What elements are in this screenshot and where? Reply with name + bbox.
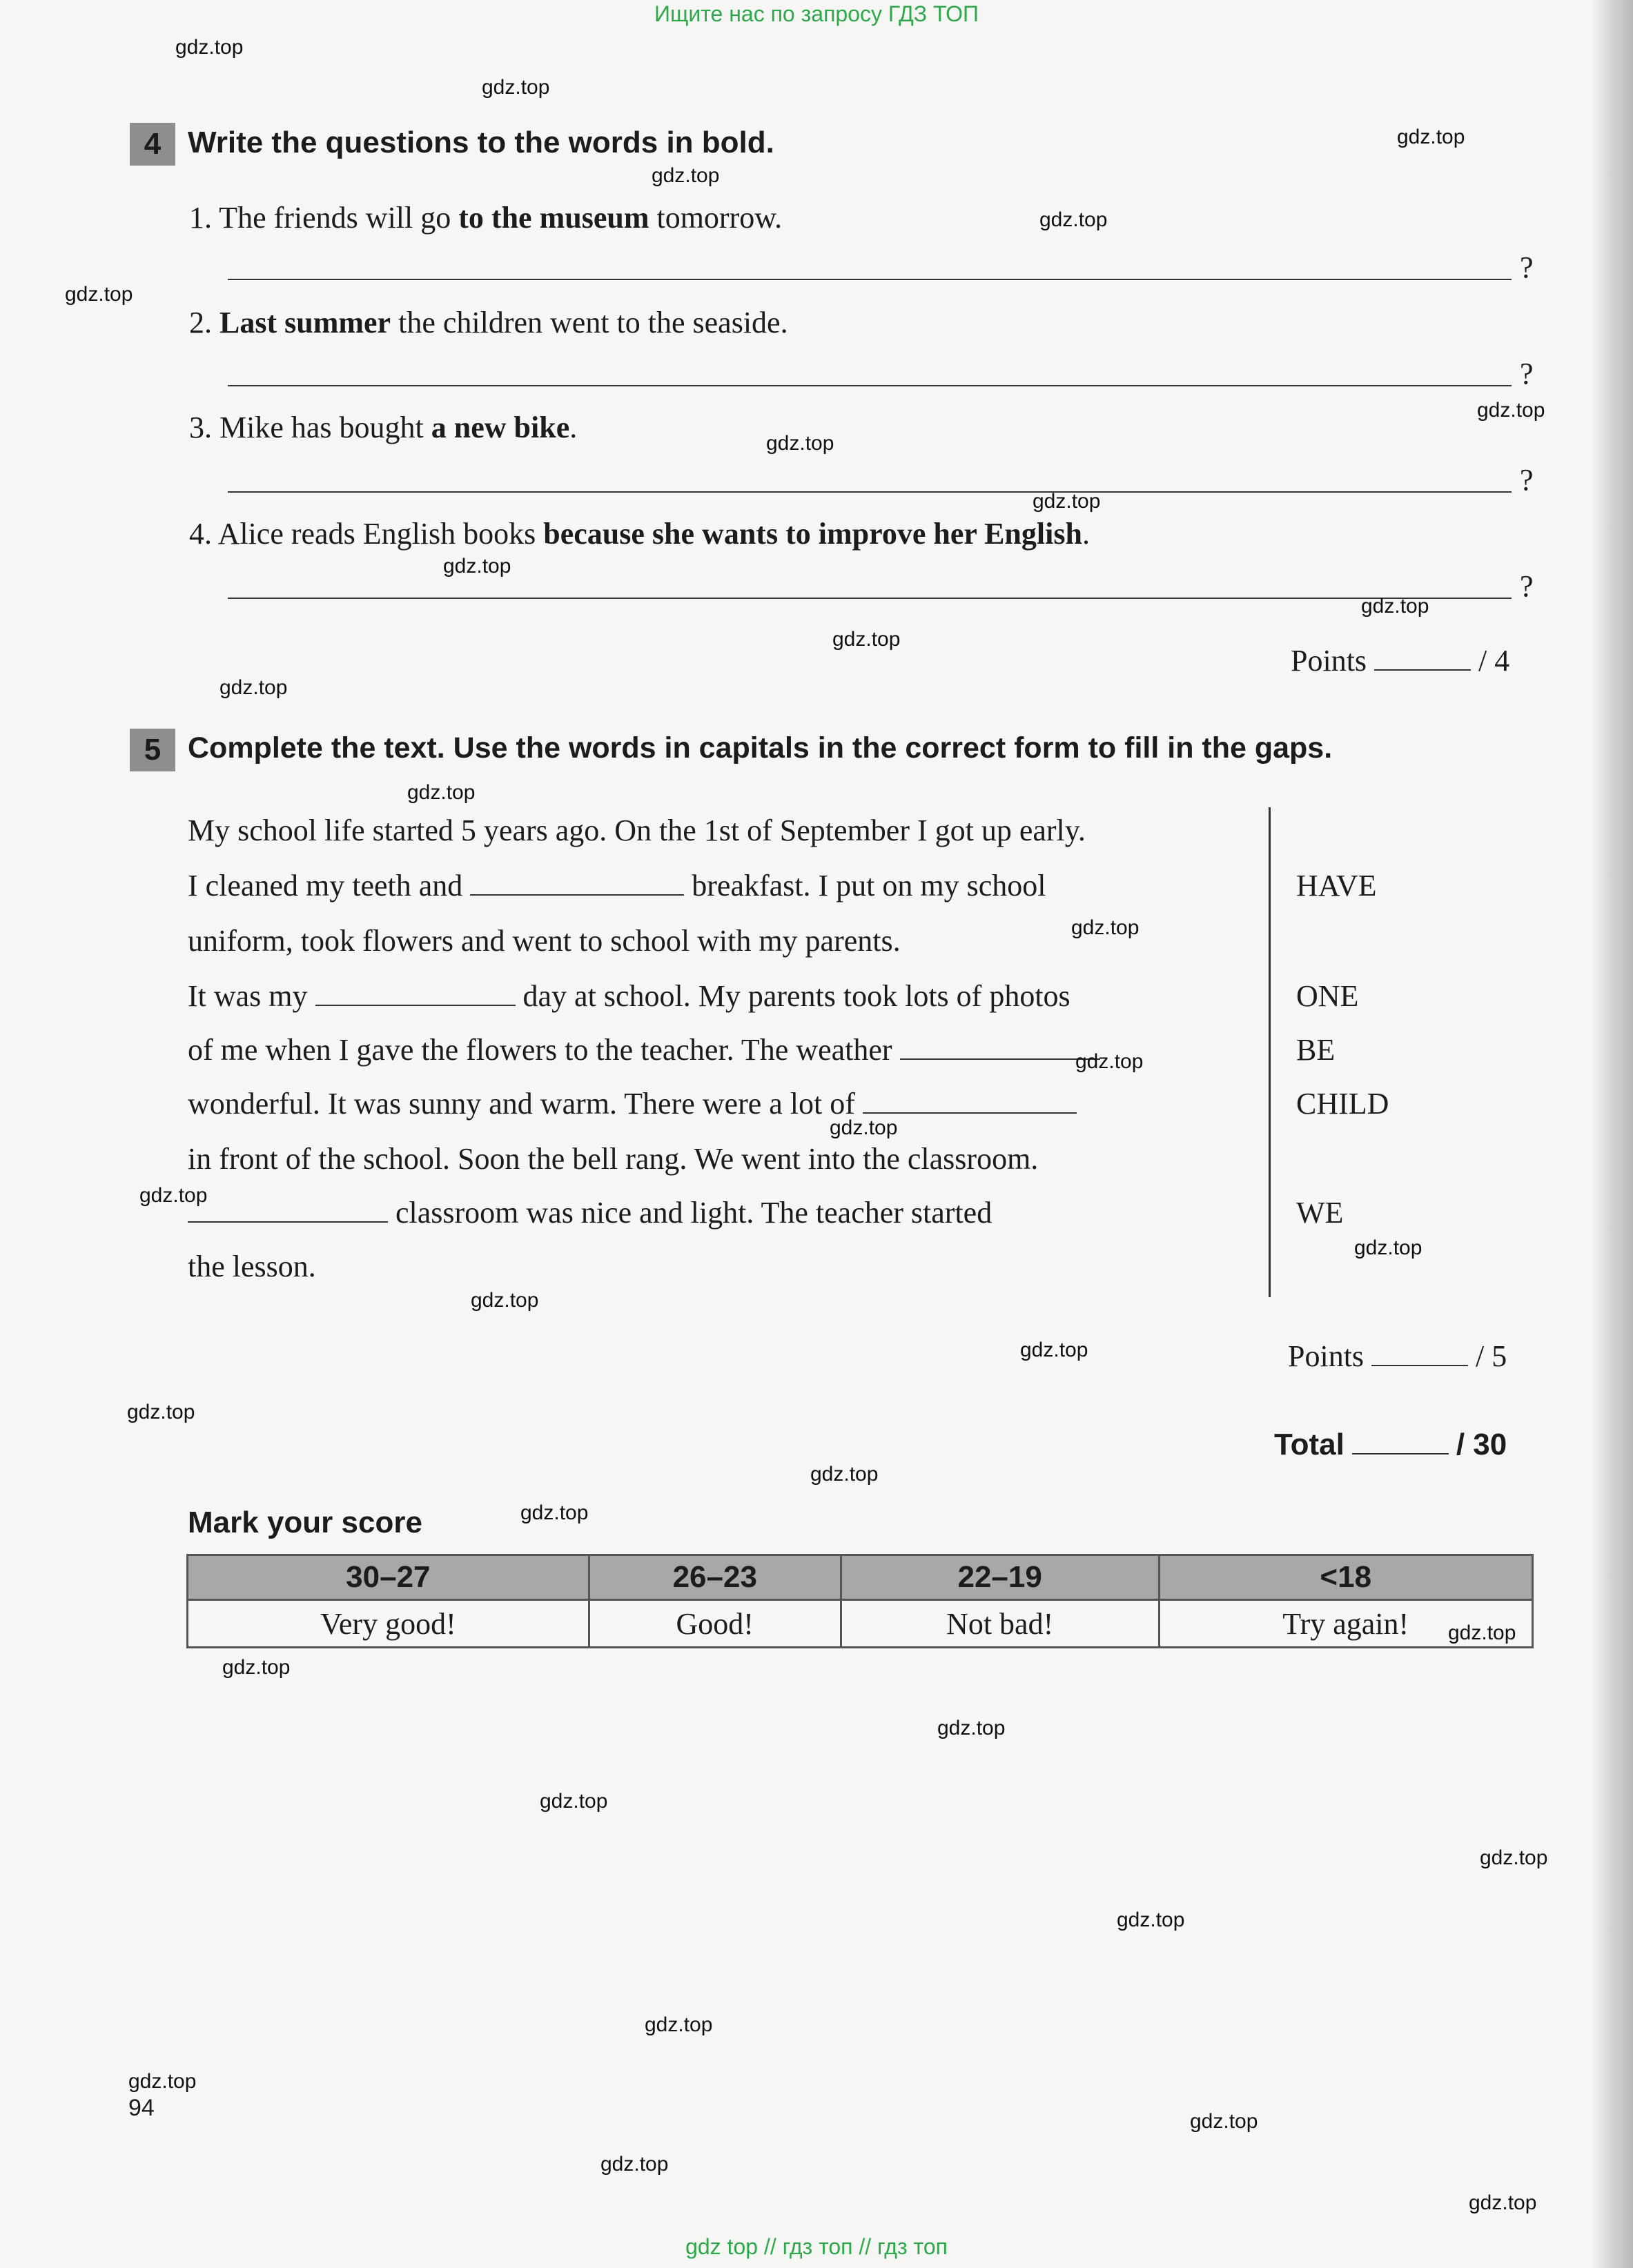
watermark: gdz.top	[766, 432, 834, 455]
answer-line-3[interactable]	[228, 491, 1512, 493]
capital-child: CHILD	[1296, 1087, 1389, 1121]
page-edge-shadow	[1592, 0, 1633, 2268]
score-label-1: Very good!	[188, 1600, 589, 1648]
watermark: gdz.top	[1397, 126, 1465, 148]
watermark: gdz.top	[540, 1790, 608, 1813]
score-range-1: 30–27	[188, 1555, 589, 1600]
watermark: gdz.top	[175, 36, 244, 59]
answer-line-2[interactable]	[228, 385, 1512, 386]
exercise-5-points: Points / 5	[1288, 1339, 1507, 1373]
total-gap[interactable]	[1352, 1432, 1449, 1455]
watermark: gdz.top	[1448, 1621, 1516, 1644]
page-number: 94	[128, 2095, 155, 2121]
points-gap-5[interactable]	[1371, 1344, 1468, 1366]
score-table-header-row	[188, 1555, 1533, 1600]
text-line-5: of me when I gave the flowers to the teacher. The weather	[188, 1032, 1100, 1067]
watermark: gdz.top	[1469, 2191, 1537, 2214]
score-label-4: Try again!	[1159, 1600, 1533, 1648]
answer-line-1[interactable]	[228, 279, 1512, 280]
watermark: gdz.top	[471, 1289, 539, 1312]
watermark: gdz.top	[407, 781, 476, 804]
exercise-5-title: Complete the text. Use the words in capitals in the correct form to fill in the gaps.	[188, 731, 1333, 765]
watermark: gdz.top	[600, 2153, 669, 2176]
gap-we[interactable]	[188, 1201, 388, 1223]
score-range-3: 22–19	[841, 1555, 1159, 1600]
score-label-2: Good!	[589, 1600, 841, 1648]
watermark: gdz.top	[128, 2070, 197, 2093]
watermark: gdz.top	[1477, 399, 1545, 422]
exercise-4-item-2: 2. Last summer the children went to the seaside.	[189, 306, 788, 339]
capital-we: WE	[1296, 1196, 1344, 1230]
top-banner[interactable]: Ищите нас по запросу ГДЗ ТОП	[654, 1, 979, 26]
watermark: gdz.top	[219, 676, 288, 699]
watermark: gdz.top	[222, 1656, 291, 1679]
score-label-3: Not bad!	[841, 1600, 1159, 1648]
score-range-2: 26–23	[589, 1555, 841, 1600]
gap-child[interactable]	[863, 1092, 1077, 1114]
question-mark-1: ?	[1520, 250, 1534, 284]
exercise-5-number: 5	[130, 729, 175, 771]
answer-line-4[interactable]	[228, 598, 1512, 599]
text-line-7: in front of the school. Soon the bell rang. We went into the classroom.	[188, 1142, 1039, 1176]
watermark: gdz.top	[1361, 595, 1429, 618]
watermark: gdz.top	[1020, 1339, 1088, 1361]
capital-have: HAVE	[1296, 869, 1377, 903]
watermark: gdz.top	[645, 2013, 713, 2036]
gap-one[interactable]	[315, 984, 516, 1006]
gap-be[interactable]	[900, 1038, 1100, 1060]
watermark: gdz.top	[65, 283, 133, 306]
watermark: gdz.top	[1117, 1909, 1185, 1931]
capitals-divider	[1269, 807, 1271, 1297]
watermark: gdz.top	[127, 1401, 195, 1423]
text-line-1: My school life started 5 years ago. On the 1st of September I got up early.	[188, 813, 1086, 847]
exercise-4-item-3: 3. Mike has bought a new bike.	[189, 411, 578, 444]
watermark: gdz.top	[1071, 916, 1140, 939]
watermark: gdz.top	[482, 76, 550, 99]
capital-be: BE	[1296, 1033, 1336, 1067]
text-line-4: It was my day at school. My parents took lots of photos	[188, 979, 1070, 1013]
watermark: gdz.top	[830, 1116, 898, 1139]
points-gap-4[interactable]	[1374, 649, 1471, 671]
score-table-label-row	[188, 1600, 1533, 1648]
watermark: gdz.top	[1033, 490, 1101, 513]
text-line-8: classroom was nice and light. The teacher started	[188, 1195, 992, 1230]
exercise-4-item-4: 4. Alice reads English books because she wants to improve her English.	[189, 517, 1090, 551]
watermark: gdz.top	[832, 628, 901, 651]
watermark: gdz.top	[937, 1717, 1006, 1739]
watermark: gdz.top	[1039, 208, 1108, 231]
gap-have[interactable]	[470, 874, 684, 896]
watermark: gdz.top	[1480, 1846, 1548, 1869]
exercise-4-item-1: 1. The friends will go to the museum tomorrow.	[189, 201, 783, 235]
text-line-6: wonderful. It was sunny and warm. There were a lot of	[188, 1086, 1077, 1121]
exercise-4-points: Points / 4	[1291, 644, 1510, 678]
watermark: gdz.top	[1190, 2110, 1258, 2133]
score-table	[186, 1554, 1534, 1648]
watermark: gdz.top	[520, 1501, 589, 1524]
watermark: gdz.top	[139, 1184, 208, 1207]
exercise-4-title: Write the questions to the words in bold.	[188, 126, 774, 159]
text-line-3: uniform, took flowers and went to school with my parents.	[188, 924, 901, 958]
score-range-4: <18	[1159, 1555, 1533, 1600]
capital-one: ONE	[1296, 979, 1359, 1013]
question-mark-3: ?	[1520, 463, 1534, 497]
watermark: gdz.top	[1354, 1236, 1422, 1259]
text-line-9: the lesson.	[188, 1250, 316, 1283]
total-score: Total / 30	[1274, 1428, 1507, 1461]
watermark: gdz.top	[1075, 1050, 1144, 1073]
exercise-4-number: 4	[130, 123, 175, 166]
watermark: gdz.top	[810, 1463, 879, 1486]
question-mark-4: ?	[1520, 569, 1534, 603]
mark-score-title: Mark your score	[188, 1506, 422, 1539]
text-line-2: I cleaned my teeth and breakfast. I put on my school	[188, 869, 1046, 903]
watermark: gdz.top	[652, 164, 720, 187]
question-mark-2: ?	[1520, 357, 1534, 391]
bottom-banner[interactable]: gdz top // гдз топ // гдз топ	[685, 2234, 948, 2259]
watermark: gdz.top	[443, 555, 511, 578]
